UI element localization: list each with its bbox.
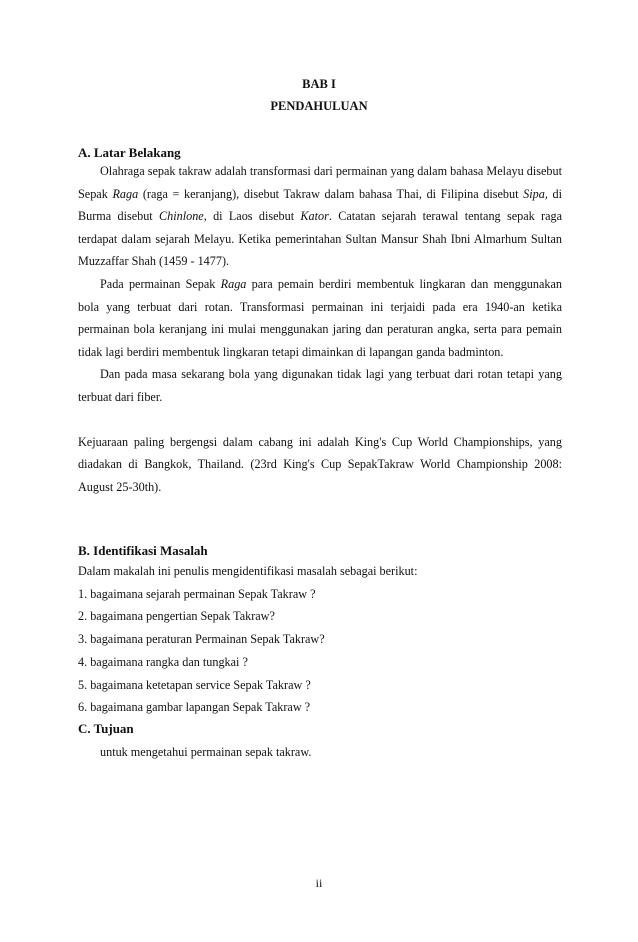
italic-term: Kator bbox=[300, 209, 329, 224]
list-item: 2. bagaimana pengertian Sepak Takraw? bbox=[78, 609, 275, 624]
section-a-heading: A. Latar Belakang bbox=[78, 145, 181, 160]
italic-term: Chinlone bbox=[159, 209, 204, 224]
text-span: , di Burma disebut bbox=[78, 186, 563, 224]
text-span: (raga = keranjang), disebut Takraw dalam bahasa Thai, di Filipina disebut bbox=[138, 186, 524, 201]
list-item: 5. bagaimana ketetapan service Sepak Takraw ? bbox=[78, 677, 311, 692]
text-span: para pemain berdiri membentuk lingkaran dan menggunakan bola yang terbuat dari rotan. Transformasi permainan ini terjaidi pada era 1940-an ketika permainan bola keranjang ini mulai menggunakan jaring dan peraturan angka, serta para pemain tidak lagi berdiri membentuk lingkaran tetapi dimainkan di lapangan ganda badminton. bbox=[78, 276, 562, 359]
italic-term: Raga bbox=[112, 186, 139, 201]
chapter-label: BAB I bbox=[302, 77, 336, 91]
section-c-text: untuk mengetahui permainan sepak takraw. bbox=[100, 745, 312, 759]
italic-term: Sipa bbox=[523, 186, 545, 201]
paragraph-3: Dan pada masa sekarang bola yang digunakan tidak lagi yang terbuat dari rotan tetapi yang terbuat dari fiber. bbox=[78, 367, 562, 404]
section-c-heading: C. Tujuan bbox=[78, 721, 134, 736]
paragraph-2 bbox=[78, 273, 562, 363]
list-intro: Dalam makalah ini penulis mengidentifikasi masalah sebagai berikut: bbox=[78, 564, 418, 578]
paragraph-1 bbox=[78, 160, 562, 273]
list-item: 3. bagaimana peraturan Permainan Sepak Takraw? bbox=[78, 632, 325, 647]
list-item: 6. bagaimana gambar lapangan Sepak Takraw ? bbox=[78, 700, 311, 715]
section-b-list bbox=[78, 560, 417, 719]
section-b-heading: B. Identifikasi Masalah bbox=[78, 543, 208, 558]
section-a-body bbox=[78, 160, 562, 498]
paragraph-4: Kejuaraan paling bergengsi dalam cabang ini adalah King's Cup World Championships, yang diadakan di Bangkok, Thailand. (23rd King's Cup SepakTakraw World Championship 2008: August 25-30th). bbox=[78, 434, 562, 494]
chapter-title: PENDAHULUAN bbox=[270, 99, 368, 113]
text-span: Pada permainan Sepak bbox=[100, 276, 221, 291]
text-span: Olahraga sepak takraw adalah transformasi dari permainan yang dalam bahasa Melayu disebut Sepak bbox=[78, 164, 562, 201]
italic-term: Raga bbox=[220, 276, 247, 291]
list-item: 1. bagaimana sejarah permainan Sepak Takraw ? bbox=[78, 586, 316, 601]
list-item: 4. bagaimana rangka dan tungkai ? bbox=[78, 654, 248, 669]
text-span: , di Laos disebut bbox=[203, 209, 301, 224]
text-span: . Catatan sejarah terawal tentang sepak raga terdapat dalam sejarah Melayu. Ketika pemerintahan Sultan Mansur Shah Ibni Almarhum Sultan Muzzaffar Shah (1459 - 1477). bbox=[78, 209, 562, 269]
page-number: ii bbox=[315, 876, 323, 890]
